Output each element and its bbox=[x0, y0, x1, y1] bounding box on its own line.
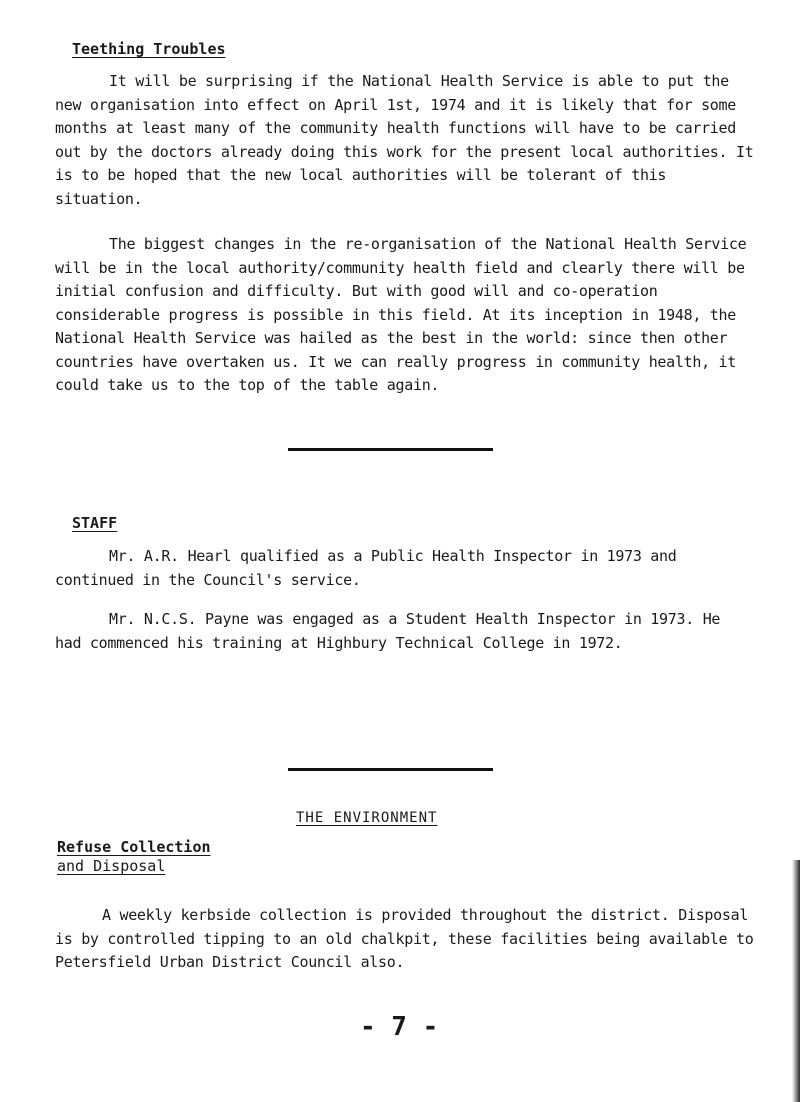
subheading-refuse-collection: Refuse Collection bbox=[57, 838, 211, 856]
section-divider bbox=[288, 768, 493, 771]
heading-environment: THE ENVIRONMENT bbox=[296, 810, 438, 826]
paragraph-refuse: A weekly kerbside collection is provided throughout the district. Disposal is by controlled tipping to an old chalkpit, these facilities being available to Petersfield Urban District Council also. bbox=[55, 906, 754, 971]
section-divider bbox=[288, 448, 493, 451]
scan-edge-shadow bbox=[792, 860, 800, 1102]
page-number: - 7 - bbox=[360, 1012, 439, 1042]
paragraph-teething-1: It will be surprising if the National Health Service is able to put the new organisation into effect on April 1st, 1974 and it is likely that for some months at least many of the community health functions will have to be carried out by the doctors already doing this work for the present local authorities. It is to be hoped that the new local authorities will be tolerant of this situation. bbox=[55, 72, 754, 208]
paragraph-teething-2: The biggest changes in the re-organisation of the National Health Service will be in the local authority/community health field and clearly there will be initial confusion and difficulty. But with good will and co-operation considerable progress is possible in this field. At its inception in 1948, the National Health Service was hailed as the best in the world: since then other countries have overtaken us. It we can really progress in community health, it could take us to the top of the table again. bbox=[55, 235, 747, 394]
paragraph-staff-2: Mr. N.C.S. Payne was engaged as a Student Health Inspector in 1973. He had commenced his training at Highbury Technical College in 1972. bbox=[55, 610, 721, 652]
heading-staff: STAFF bbox=[72, 514, 118, 532]
heading-teething-troubles: Teething Troubles bbox=[72, 40, 226, 58]
subheading-and-disposal: and Disposal bbox=[57, 857, 166, 875]
paragraph-staff-1: Mr. A.R. Hearl qualified as a Public Health Inspector in 1973 and continued in the Council's service. bbox=[55, 547, 677, 589]
